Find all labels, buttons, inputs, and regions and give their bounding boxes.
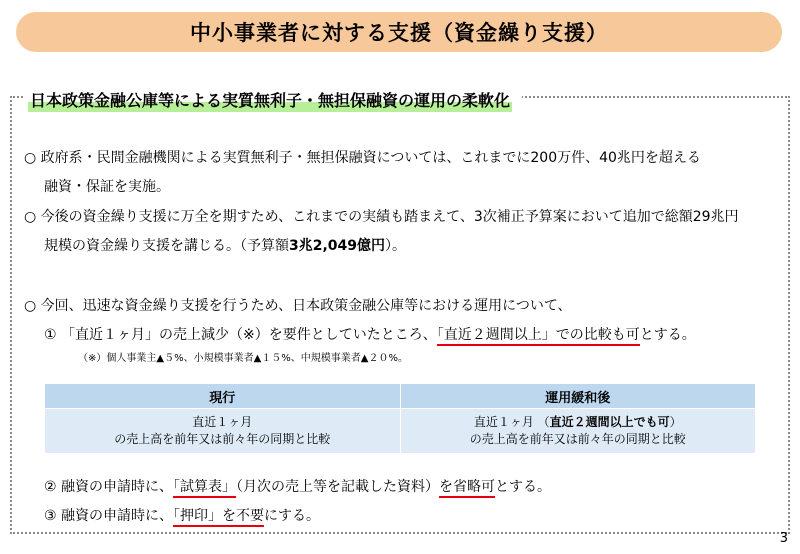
page-number: 3 — [779, 531, 788, 546]
bullet3-line1: ○ 今回、迅速な資金繰り支援を行うため、日本政策金融公庫等における運用について、 — [24, 298, 572, 314]
section-heading-text: 日本政策金融公庫等による実質無利子・無担保融資の運用の柔軟化 — [30, 91, 511, 110]
section-heading — [24, 82, 522, 112]
bullet2-text-end: ）。 — [385, 238, 407, 254]
item3-text: ③ 融資の申請時に、 — [44, 508, 174, 524]
item2-emphasis2: を省略可 — [439, 479, 495, 498]
relaxed-line1 — [401, 414, 756, 431]
table-header-relaxed: 運用緩和後 — [400, 384, 756, 409]
budget-amount: 3兆2,049億円 — [289, 238, 386, 254]
item2-text: ② 融資の申請時に、 — [44, 479, 174, 495]
comparison-table — [44, 383, 756, 454]
relaxed-text: 直近１ヶ月 （ — [473, 415, 550, 429]
table-header-current: 現行 — [45, 384, 401, 409]
table-header-row — [45, 384, 756, 409]
current-line1: 直近１ヶ月 — [192, 415, 253, 429]
item2-text-end: とする。 — [495, 479, 552, 495]
table-cell-relaxed — [400, 409, 756, 454]
current-line2: の売上高を前年又は前々年の同期と比較 — [114, 432, 331, 446]
table-cell-current — [45, 409, 401, 454]
item1-text-end: とする。 — [639, 327, 696, 343]
page-title: 中小事業者に対する支援（資金繰り支援） — [190, 21, 608, 45]
item2-emphasis1: 「試算表」 — [173, 479, 236, 498]
item1-emphasis: 「直近２週間以上」での比較も可 — [437, 327, 640, 346]
relaxed-text-end: ） — [669, 415, 682, 429]
bullet2-line1: ○ 今後の資金繰り支援に万全を期すため、これまでの実績も踏まえて、3次補正予算案において追加で総額29兆円 — [24, 209, 739, 225]
item3-emphasis: 「押印」を不要 — [173, 508, 264, 527]
title-banner — [16, 12, 782, 52]
bullet2-line2 — [44, 236, 406, 256]
item2-text-mid: （月次の売上等を記載した資料） — [236, 479, 440, 495]
bullet1-line1: ○ 政府系・民間金融機関による実質無利子・無担保融資については、これまでに200万件、40兆円を超える — [24, 150, 701, 166]
relaxed-line2: の売上高を前年又は前々年の同期と比較 — [469, 432, 686, 446]
footnote: （※）個人事業主▲５%、小規模事業者▲１５%、中規模事業者▲２０%。 — [78, 353, 408, 364]
item1-line — [44, 325, 696, 345]
bullet1-line2: 融資・保証を実施。 — [44, 179, 170, 195]
relaxed-emphasis: 直近２週間以上でも可 — [549, 415, 670, 429]
item1-text: ① 「直近１ヶ月」の売上減少（※）を要件としていたところ、 — [44, 327, 437, 343]
table-row — [45, 409, 756, 454]
item3-line — [44, 506, 320, 526]
bullet2-text: 規模の資金繰り支援を講じる。（予算額 — [44, 238, 289, 254]
item3-text-end: にする。 — [264, 508, 321, 524]
item2-line — [44, 477, 551, 497]
